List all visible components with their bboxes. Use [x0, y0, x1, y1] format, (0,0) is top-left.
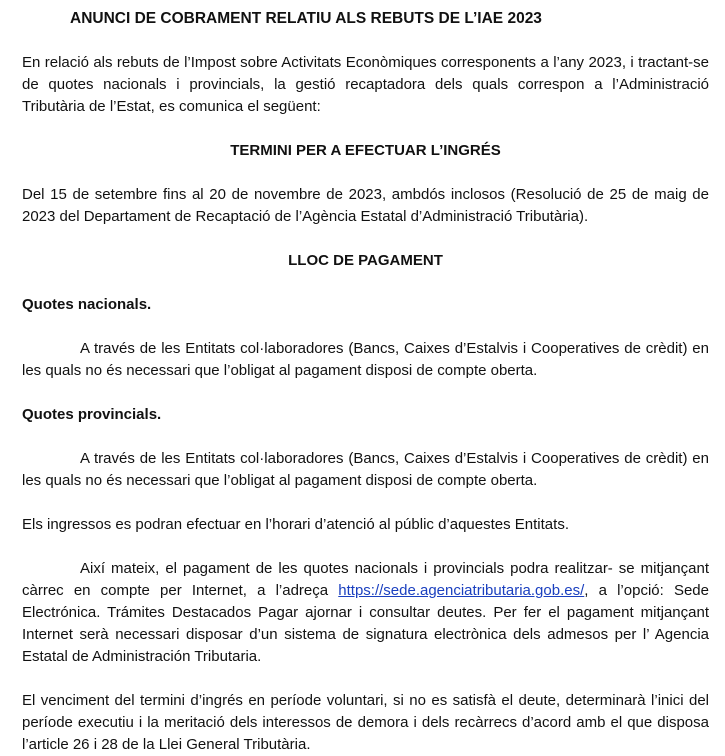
provincial-quotes-heading: Quotes provincials.: [22, 406, 162, 423]
spacer: [22, 382, 709, 404]
spacer: [22, 536, 709, 558]
spacer: [22, 228, 709, 250]
spacer: [22, 162, 709, 184]
spacer: [22, 492, 709, 514]
spacer: [22, 30, 709, 52]
term-paragraph: Del 15 de setembre fins al 20 de novembre de 2023, ambdós inclosos (Resolució de 25 de maig de 2023 del Departament de Recaptació de l’Agència Estatal d’Administració Tributària).: [22, 186, 709, 225]
internet-text-before: Així mateix, el pagament de les quotes nacionals i provincials podra realitzar- se mitjançant càrrec en compte per Internet, a l’adreça: [22, 560, 709, 599]
hours-paragraph: Els ingressos es podran efectuar en l’horari d’atenció al públic d’aquestes Entitats.: [22, 516, 569, 533]
intro-paragraph: En relació als rebuts de l’Impost sobre Activitats Econòmiques corresponents a l’any 2023, i tractant-se de quotes nacionals i provincials, la gestió recaptadora dels quals correspon a l’Administració Tributària de l’Estat, es comunica el següent:: [22, 54, 709, 115]
internet-text-after: , a l’opció: Sede Electrónica. Trámites Destacados Pagar ajornar i consultar deutes. Per fer el pagament mitjançant Internet serà necessari disposar d’un sistema de signatura electrònica dels admesos per l’ Agencia Estatal de Administración Tributaria.: [22, 582, 709, 665]
provincial-quotes-paragraph: A través de les Entitats col·laboradores (Bancs, Caixes d’Estalvis i Cooperatives de crèdit) en les quals no és necessari que l’obligat al pagament disposi de compte oberta.: [22, 450, 709, 489]
internet-payment-paragraph: [22, 558, 709, 668]
agencia-tributaria-link[interactable]: https://sede.agenciatributaria.gob.es/: [338, 582, 585, 599]
spacer: [22, 668, 709, 690]
spacer: [22, 426, 709, 448]
spacer: [22, 118, 709, 140]
national-quotes-heading: Quotes nacionals.: [22, 296, 152, 313]
place-heading: LLOC DE PAGAMENT: [288, 252, 443, 269]
national-quotes-paragraph: A través de les Entitats col·laboradores (Bancs, Caixes d’Estalvis i Cooperatives de crèdit) en les quals no és necessari que l’obligat al pagament disposi de compte oberta.: [22, 340, 709, 379]
spacer: [22, 272, 709, 294]
spacer: [22, 316, 709, 338]
term-heading: TERMINI PER A EFECTUAR L’INGRÉS: [230, 142, 501, 159]
closing-paragraph: El venciment del termini d’ingrés en període voluntari, si no es satisfà el deute, determinarà l’inici del període executiu i la meritació dels interessos de demora i dels recàrrecs d’acord amb el que disposa l’article 26 i 28 de la Llei General Tributària.: [22, 692, 709, 753]
document-title: ANUNCI DE COBRAMENT RELATIU ALS REBUTS DE L’IAE 2023: [70, 10, 542, 27]
